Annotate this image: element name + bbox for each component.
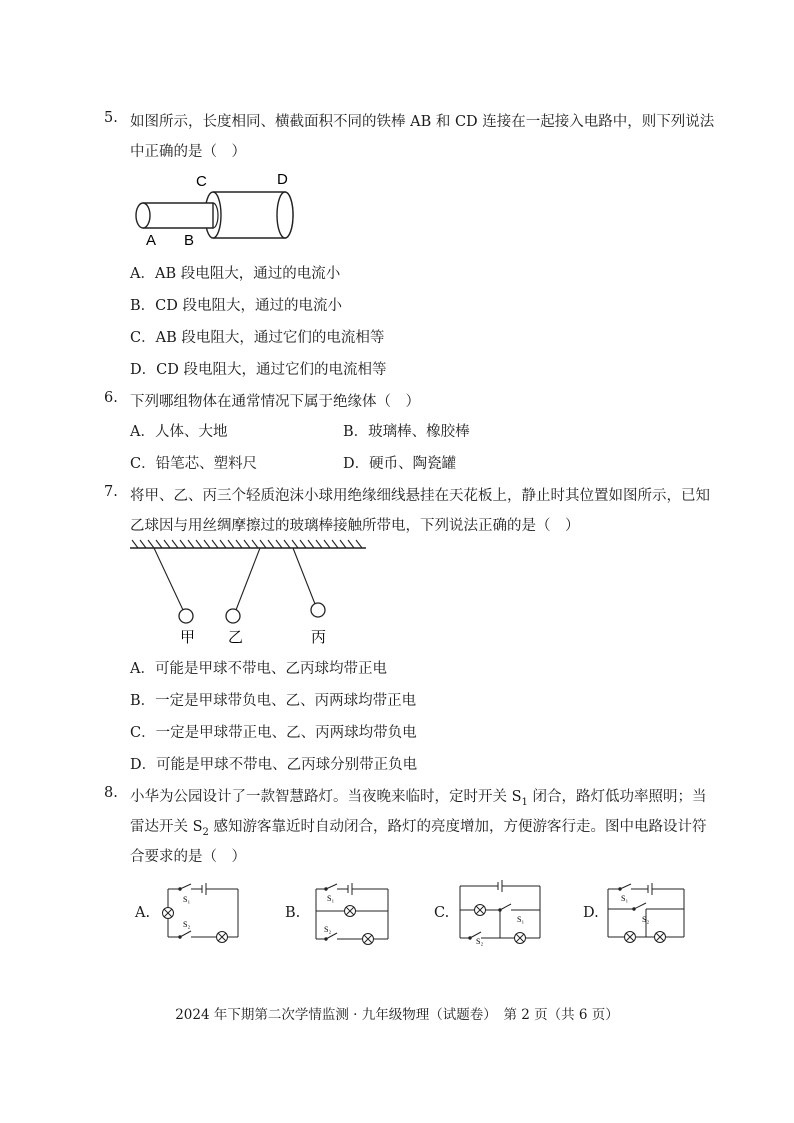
q7-option-a: A．可能是甲球不带电、乙丙球均带正电 — [130, 661, 387, 677]
label-a: A — [146, 232, 157, 249]
q8-stem-line2: 雷达开关 $S_2$ 感知游客靠近时自动闭合，路灯的亮度增加，方便游客行走。图中电路设计符 — [130, 819, 707, 838]
circuit-b-label: B. — [285, 905, 301, 921]
circuit-d-s1-label: S₁ — [621, 894, 629, 903]
q7-number: 7. — [104, 484, 118, 500]
q6-option-a: A．人体、大地 — [130, 424, 228, 440]
circuit-c-s2-label: S₂ — [476, 937, 484, 946]
circuit-d-label: D. — [583, 905, 599, 921]
q7-option-b: B．一定是甲球带负电、乙、丙两球均带正电 — [130, 693, 417, 709]
circuit-b-s1-label: S₁ — [327, 894, 335, 903]
q5-option-c: C．AB 段电阻大，通过它们的电流相等 — [130, 330, 385, 346]
q5-stem-line2: 中正确的是（ ） — [130, 144, 246, 160]
q7-option-d: D．可能是甲球不带电、乙丙球分别带正负电 — [130, 757, 418, 773]
circuit-c — [456, 882, 546, 944]
ceiling-hatch — [132, 540, 362, 548]
q6-option-b: B．玻璃棒、橡胶棒 — [343, 424, 470, 440]
label-jia: 甲 — [180, 628, 196, 646]
circuit-b-s2-label: S₂ — [324, 925, 332, 934]
label-bing: 丙 — [311, 628, 327, 646]
label-yi: 乙 — [228, 628, 244, 646]
q5-number: 5. — [104, 110, 118, 126]
circuit-a-s1-label: S₁ — [183, 895, 191, 904]
q5-option-d: D．CD 段电阻大，通过它们的电流相等 — [130, 362, 387, 378]
label-d: D — [277, 171, 288, 188]
page-footer: 2024 年下期第二次学情监测 · 九年级物理（试题卷） 第 2 页（共 6 页） — [175, 1007, 619, 1023]
q5-iron-rod-figure — [125, 168, 305, 248]
q5-option-b: B．CD 段电阻大，通过的电流小 — [130, 298, 342, 314]
circuit-b — [308, 885, 398, 947]
ball-bing — [311, 603, 325, 617]
q7-stem-line1: 将甲、乙、丙三个轻质泡沫小球用绝缘细线悬挂在天花板上，静止时其位置如图所示，已知 — [130, 488, 710, 504]
q6-option-d: D．硬币、陶瓷罐 — [343, 456, 457, 472]
q8-stem-line3: 合要求的是（ ） — [130, 849, 246, 865]
q5-stem-line1: 如图所示，长度相同、横截面积不同的铁棒 AB 和 CD 连接在一起接入电路中，则下列说法 — [130, 114, 715, 130]
ball-yi — [226, 609, 240, 623]
circuit-d-s2-label: S₂ — [642, 915, 650, 924]
q8-number: 8. — [104, 785, 118, 801]
circuit-d — [604, 885, 694, 947]
ball-jia — [179, 609, 193, 623]
circuit-a-s2-label: S₂ — [183, 920, 191, 929]
circuit-a — [158, 885, 248, 945]
q6-stem: 下列哪组物体在通常情况下属于绝缘体（ ） — [130, 394, 420, 410]
q6-option-c: C．铅笔芯、塑料尺 — [130, 456, 258, 472]
q5-option-a: A．AB 段电阻大，通过的电流小 — [130, 266, 341, 282]
q6-number: 6. — [104, 390, 118, 406]
q7-stem-line2: 乙球因与用丝绸摩擦过的玻璃棒接触所带电，下列说法正确的是（ ） — [130, 518, 580, 534]
q7-hanging-balls-figure — [128, 538, 368, 648]
label-b: B — [184, 232, 195, 249]
circuit-c-label: C. — [434, 905, 450, 921]
circuit-c-s1-label: S₁ — [517, 915, 525, 924]
q8-stem-line1: 小华为公园设计了一款智慧路灯。当夜晚来临时，定时开关 $S_1$ 闭合，路灯低功率照明；当 — [130, 789, 707, 808]
q7-option-c: C．一定是甲球带正电、乙、丙两球均带负电 — [130, 725, 417, 741]
label-c: C — [196, 173, 207, 190]
circuit-a-label: A. — [135, 905, 151, 921]
